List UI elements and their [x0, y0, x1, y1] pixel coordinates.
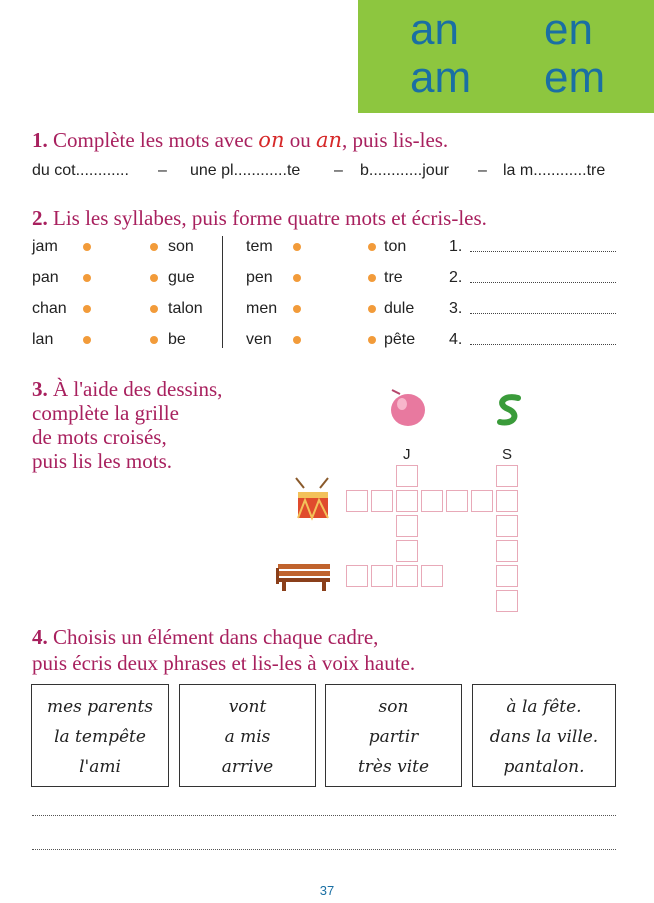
link-dot[interactable]: [293, 336, 301, 344]
drum-icon: [288, 474, 336, 522]
link-dot[interactable]: [150, 336, 158, 344]
exercise-1-text: Complète les mots avec: [53, 128, 254, 152]
syllable: be: [168, 331, 186, 348]
syllable: gue: [168, 269, 195, 286]
box-word[interactable]: mes parents: [46, 697, 154, 717]
crossword-cell[interactable]: [471, 490, 493, 512]
crossword-cell[interactable]: [421, 490, 443, 512]
crossword-cell[interactable]: [396, 490, 418, 512]
separator: –: [334, 162, 343, 179]
exercise-3-line: de mots croisés,: [32, 425, 167, 449]
sound-am: am: [410, 53, 472, 102]
exercise-2-number: 2.: [32, 206, 48, 230]
snake-icon: [492, 392, 526, 428]
word-box-middle: [325, 684, 462, 787]
word-3[interactable]: b............jour: [360, 162, 449, 179]
divider: [222, 236, 223, 348]
crossword-cell[interactable]: [496, 565, 518, 587]
word-box-endings: [472, 684, 616, 787]
crossword-cell[interactable]: [371, 565, 393, 587]
link-dot[interactable]: [293, 243, 301, 251]
crossword-cell[interactable]: [446, 490, 468, 512]
syllable: pen: [246, 269, 273, 286]
answer-line[interactable]: [470, 251, 616, 252]
crossword-cell[interactable]: [421, 565, 443, 587]
page-number: 37: [319, 883, 335, 898]
sound-header: [358, 0, 654, 113]
exercise-1-text-end: , puis lis-les.: [342, 128, 449, 152]
box-word[interactable]: son: [378, 697, 409, 717]
link-dot[interactable]: [150, 274, 158, 282]
syllable: talon: [168, 300, 203, 317]
link-dot[interactable]: [83, 243, 91, 251]
word-2[interactable]: une pl............te: [190, 162, 301, 179]
exercise-4-line: puis écris deux phrases et lis-les à voix haute.: [32, 651, 416, 675]
box-word[interactable]: à la fête.: [506, 697, 582, 717]
crossword-cell[interactable]: [496, 490, 518, 512]
exercise-3-instruction: [32, 377, 222, 473]
exercise-1-number: 1.: [32, 128, 48, 152]
sound-em: em: [544, 53, 606, 102]
syllable: lan: [32, 331, 54, 348]
exercise-3-line: puis lis les mots.: [32, 449, 173, 473]
link-dot[interactable]: [83, 274, 91, 282]
crossword-cell[interactable]: [496, 465, 518, 487]
link-dot[interactable]: [368, 336, 376, 344]
writing-line[interactable]: [32, 815, 616, 816]
link-dot[interactable]: [83, 336, 91, 344]
crossword-cell[interactable]: [496, 540, 518, 562]
exercise-4-instruction: [32, 624, 415, 676]
writing-line[interactable]: [32, 849, 616, 850]
box-word[interactable]: partir: [368, 727, 419, 747]
syllable: jam: [32, 238, 58, 255]
plum-icon: [382, 386, 432, 428]
exercise-1-instruction: [32, 128, 448, 153]
grid-letter-s: S: [502, 446, 513, 463]
sound-an: an: [410, 5, 459, 54]
link-dot[interactable]: [293, 274, 301, 282]
syllable: dule: [384, 300, 415, 317]
answer-number: 1.: [449, 238, 463, 255]
word-4[interactable]: la m............tre: [503, 162, 606, 179]
box-word[interactable]: vont: [228, 697, 267, 717]
crossword-cell[interactable]: [396, 540, 418, 562]
exercise-2-text: Lis les syllabes, puis forme quatre mots et écris-les.: [53, 206, 487, 230]
exercise-3-line: complète la grille: [32, 401, 179, 425]
exercise-3-number: 3.: [32, 377, 48, 401]
box-word[interactable]: pantalon.: [503, 757, 585, 777]
grid-letter-j: J: [403, 446, 411, 463]
link-dot[interactable]: [83, 305, 91, 313]
exercise-3-line: À l'aide des dessins,: [53, 377, 223, 401]
word-1[interactable]: du cot............: [32, 162, 129, 179]
syllable: pan: [32, 269, 59, 286]
link-dot[interactable]: [368, 243, 376, 251]
syllable: son: [168, 238, 194, 255]
box-word[interactable]: l'ami: [79, 757, 121, 777]
link-dot[interactable]: [150, 243, 158, 251]
syllable: men: [246, 300, 278, 317]
crossword-cell[interactable]: [371, 490, 393, 512]
sound-en: en: [544, 5, 593, 54]
box-word[interactable]: arrive: [221, 757, 274, 777]
separator: –: [158, 162, 167, 179]
crossword-cell[interactable]: [496, 515, 518, 537]
syllable: ven: [246, 331, 272, 348]
box-word[interactable]: a mis: [224, 727, 271, 747]
link-dot[interactable]: [150, 305, 158, 313]
exercise-1-or: ou: [289, 128, 311, 152]
answer-number: 4.: [449, 331, 463, 348]
answer-line[interactable]: [470, 313, 616, 314]
crossword-cell[interactable]: [496, 590, 518, 612]
bench-icon: [274, 560, 334, 592]
separator: –: [478, 162, 487, 179]
exercise-4-line: Choisis un élément dans chaque cadre,: [53, 625, 379, 649]
syllable: pête: [384, 331, 416, 348]
syllable: chan: [32, 300, 67, 317]
answer-number: 3.: [449, 300, 463, 317]
link-dot[interactable]: [368, 274, 376, 282]
answer-line[interactable]: [470, 344, 616, 345]
box-word[interactable]: dans la ville.: [489, 727, 599, 747]
link-dot[interactable]: [293, 305, 301, 313]
option-on: on: [258, 128, 285, 152]
crossword-cell[interactable]: [346, 565, 368, 587]
crossword-cell[interactable]: [346, 490, 368, 512]
exercise-4-number: 4.: [32, 625, 48, 649]
syllable: ton: [384, 238, 407, 255]
exercise-2-instruction: [32, 206, 487, 231]
link-dot[interactable]: [368, 305, 376, 313]
option-an: an: [315, 128, 343, 152]
syllable: tre: [384, 269, 403, 286]
box-word[interactable]: la tempête: [54, 727, 146, 747]
answer-line[interactable]: [470, 282, 616, 283]
crossword-cell[interactable]: [396, 515, 418, 537]
answer-number: 2.: [449, 269, 463, 286]
box-word[interactable]: très vite: [357, 757, 430, 777]
syllable: tem: [246, 238, 273, 255]
word-box-verbs: [179, 684, 316, 787]
crossword-cell[interactable]: [396, 565, 418, 587]
word-box-subjects: [31, 684, 169, 787]
crossword-cell[interactable]: [396, 465, 418, 487]
